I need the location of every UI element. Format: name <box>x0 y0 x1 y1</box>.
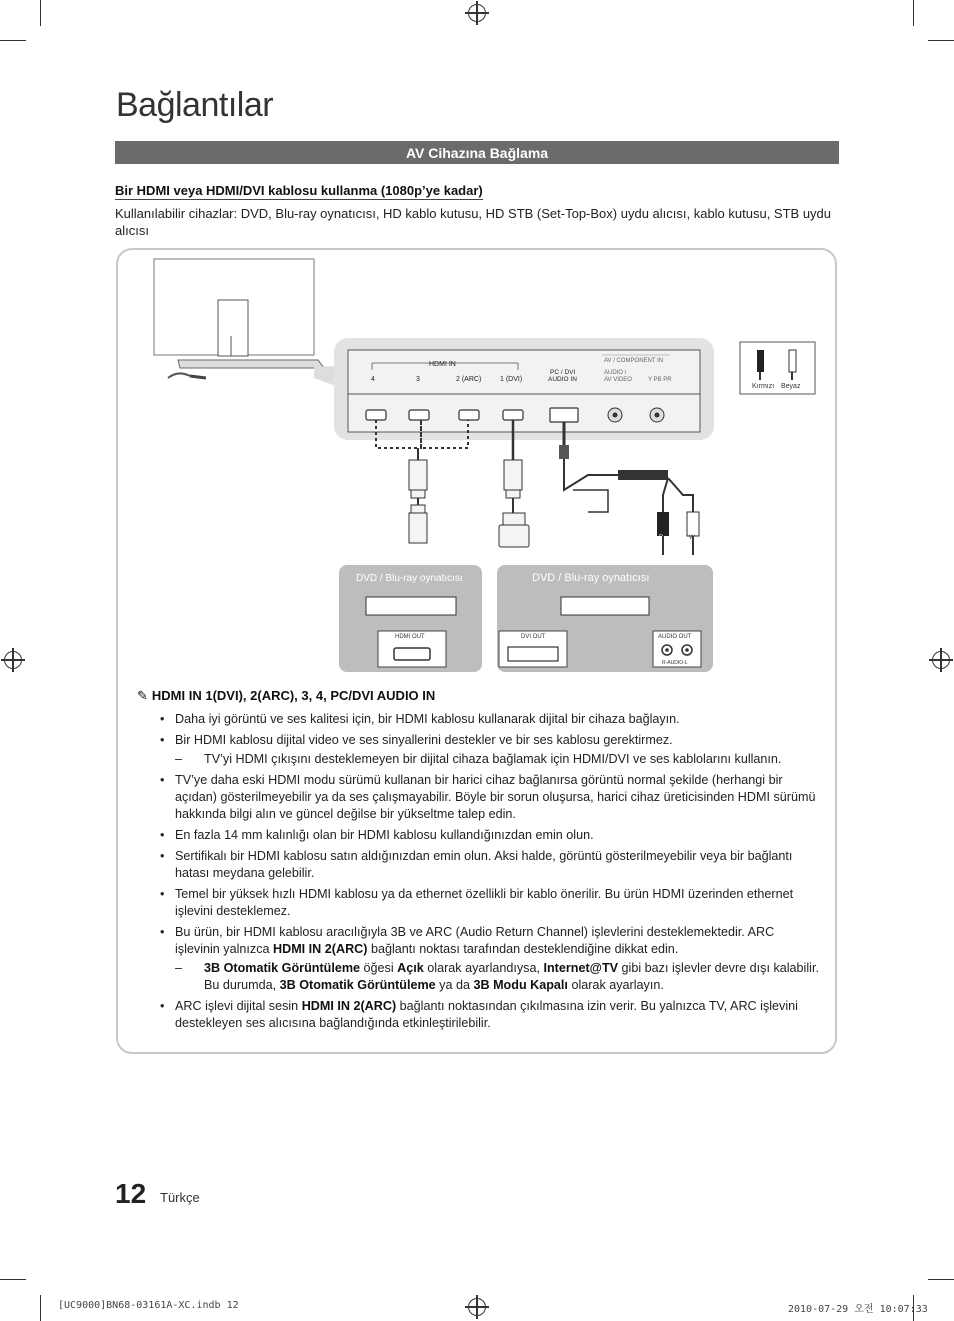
crop-mark <box>40 1295 41 1321</box>
hdmi-port-2 <box>459 410 479 420</box>
ypbpr-label: Y PB PR <box>648 377 672 383</box>
list-subitem: – TV’yi HDMI çıkışını desteklemeyen bir dijital cihaza bağlamak için HDMI/DVI ve ses kablolarını kullanın. <box>175 751 820 768</box>
connection-diagram <box>118 250 838 680</box>
list-item: • Bir HDMI kablosu dijital video ve ses sinyallerini destekler ve bir ses kablosu gerektirmez. – TV’yi HDMI çıkışını desteklemeyen bir dijital cihaza bağlamak için HDMI/DVI ve ses kablolarını kullanın. <box>160 732 820 768</box>
list-item: • Bu ürün, bir HDMI kablosu aracılığıyla 3B ve ARC (Audio Return Channel) işlevlerini desteklemektedir. ARC işlevinin yalnızca HDMI IN 2(ARC) bağlantı noktası tarafından desteklendiğine dikkat edin. – 3B Otomatik Görüntüleme öğesi Açık olarak ayarlandıysa, Internet@TV gibi bazı işlevler devre dışı kalabilir. Bu durumda, 3B Otomatik Görüntüleme ya da 3B Modu Kapalı olarak ayarlayın. <box>160 924 820 994</box>
note-title <box>137 688 435 704</box>
pencil-note-icon: ✎ <box>137 688 148 703</box>
audio-out-label: AUDIO OUT <box>658 634 692 640</box>
tv-illustration <box>154 259 324 378</box>
white-label: Beyaz <box>781 383 801 390</box>
red-label: Kırmızı <box>752 383 775 390</box>
subheading: Bir HDMI veya HDMI/DVI kablosu kullanma (1080p’ye kadar) <box>115 183 483 198</box>
port-2-label: 2 (ARC) <box>456 376 482 383</box>
page-language: Türkçe <box>160 1190 200 1205</box>
r-audio-l-label: R-AUDIO-L <box>662 660 688 666</box>
list-item: • En fazla 14 mm kalınlığı olan bir HDMI kablosu kullandığınızdan emin olun. <box>160 827 820 844</box>
registration-mark-icon <box>468 1298 486 1316</box>
list-item: • Temel bir yüksek hızlı HDMI kablosu ya da ethernet özellikli bir kablo önerilir. Bu ürün HDMI üzerinden ethernet işlevini desteklemez. <box>160 886 820 920</box>
av-video-label: AV VIDEO <box>604 377 632 383</box>
registration-mark-icon <box>4 651 22 669</box>
footer-file-info: [UC9000]BN68-03161A-XC.indb 12 <box>58 1300 239 1311</box>
crop-mark <box>913 0 914 26</box>
crop-mark <box>40 0 41 26</box>
bullet-list <box>160 711 820 1036</box>
list-item: • Daha iyi görüntü ve ses kalitesi için, bir HDMI kablosu kullanarak dijital bir cihaza bağlayın. <box>160 711 820 728</box>
footer-timestamp: 2010-07-29 오전 10:07:33 <box>788 1304 928 1315</box>
pc-dvi-label: PC / DVI <box>550 369 576 376</box>
list-item: • TV’ye daha eski HDMI modu sürümü kullanan bir harici cihaz bağlanırsa görüntü normal şekilde (herhangi bir açıdan) gösterilmeyebilir ya da ses çalışmayabilir. Böyle bir sorun oluşursa, harici cihaz üreticisinden HDMI sürümü hakkında bilgi alın ve güncel değilse bir yükseltme talep edin. <box>160 772 820 823</box>
registration-mark-icon <box>932 651 950 669</box>
hdmi-plug <box>409 460 427 490</box>
section-title: AV Cihazına Bağlama <box>115 141 839 164</box>
av-component-label: AV / COMPONENT IN <box>604 358 664 364</box>
plug-w-label: W <box>689 535 695 541</box>
page-number: 12 <box>115 1178 147 1209</box>
note-title-text: HDMI IN 1(DVI), 2(ARC), 3, 4, PC/DVI AUDIO IN <box>151 688 436 703</box>
port-3-label: 3 <box>416 376 420 383</box>
list-item: • ARC işlevi dijital sesin HDMI IN 2(ARC) bağlantı noktasından çıkılmasına izin verir. Bu yalnızca TV, ARC işlevini destekleyen ses alıcısına bağlandığında etkinleştirilebilir. <box>160 998 820 1032</box>
audio-av-label: AUDIO / <box>604 370 627 376</box>
crop-mark <box>0 1279 26 1280</box>
crop-mark <box>928 1279 954 1280</box>
list-item: • Sertifikalı bir HDMI kablosu satın aldığınızdan emin olun. Aksi halde, görüntü gösterilmeyebilir veya bir bağlantı hatası meydana gelebilir. <box>160 848 820 882</box>
dvi-out-label: DVI OUT <box>521 634 546 640</box>
hdmi-in-label: HDMI IN <box>429 361 456 368</box>
plug-r-label: R <box>659 535 664 541</box>
port-1-label: 1 (DVI) <box>500 376 523 383</box>
crop-mark <box>928 40 954 41</box>
white-rca-plug <box>687 512 699 536</box>
crop-mark <box>0 40 26 41</box>
hdmi-port-4 <box>366 410 386 420</box>
list-subitem: – 3B Otomatik Görüntüleme öğesi Açık olarak ayarlandıysa, Internet@TV gibi bazı işlevler devre dışı kalabilir. Bu durumda, 3B Otomatik Görüntüleme ya da 3B Modu Kapalı olarak ayarlayın. <box>175 960 820 994</box>
player-left-label: DVD / Blu-ray oynatıcısı <box>356 573 463 584</box>
devices-text: Kullanılabilir cihazlar: DVD, Blu-ray oynatıcısı, HD kablo kutusu, HD STB (Set-Top-Box) uydu alıcısı, kablo kutusu, STB uydu alıcısı <box>115 206 832 238</box>
hdmi-port-1 <box>503 410 523 420</box>
port-4-label: 4 <box>371 376 375 383</box>
hdmi-plug <box>504 460 522 490</box>
red-rca-plug <box>657 512 669 536</box>
stereo-plug <box>618 470 668 480</box>
hdmi-plug <box>409 513 427 543</box>
pc-dvi-audio-port <box>550 408 578 422</box>
page-title: Bağlantılar <box>116 86 274 124</box>
audio-in-label: AUDIO IN <box>548 376 577 383</box>
hdmi-port-3 <box>409 410 429 420</box>
hdmi-out-label: HDMI OUT <box>395 634 425 640</box>
registration-mark-icon <box>468 4 486 22</box>
player-right-label: DVD / Blu-ray oynatıcısı <box>532 572 650 584</box>
